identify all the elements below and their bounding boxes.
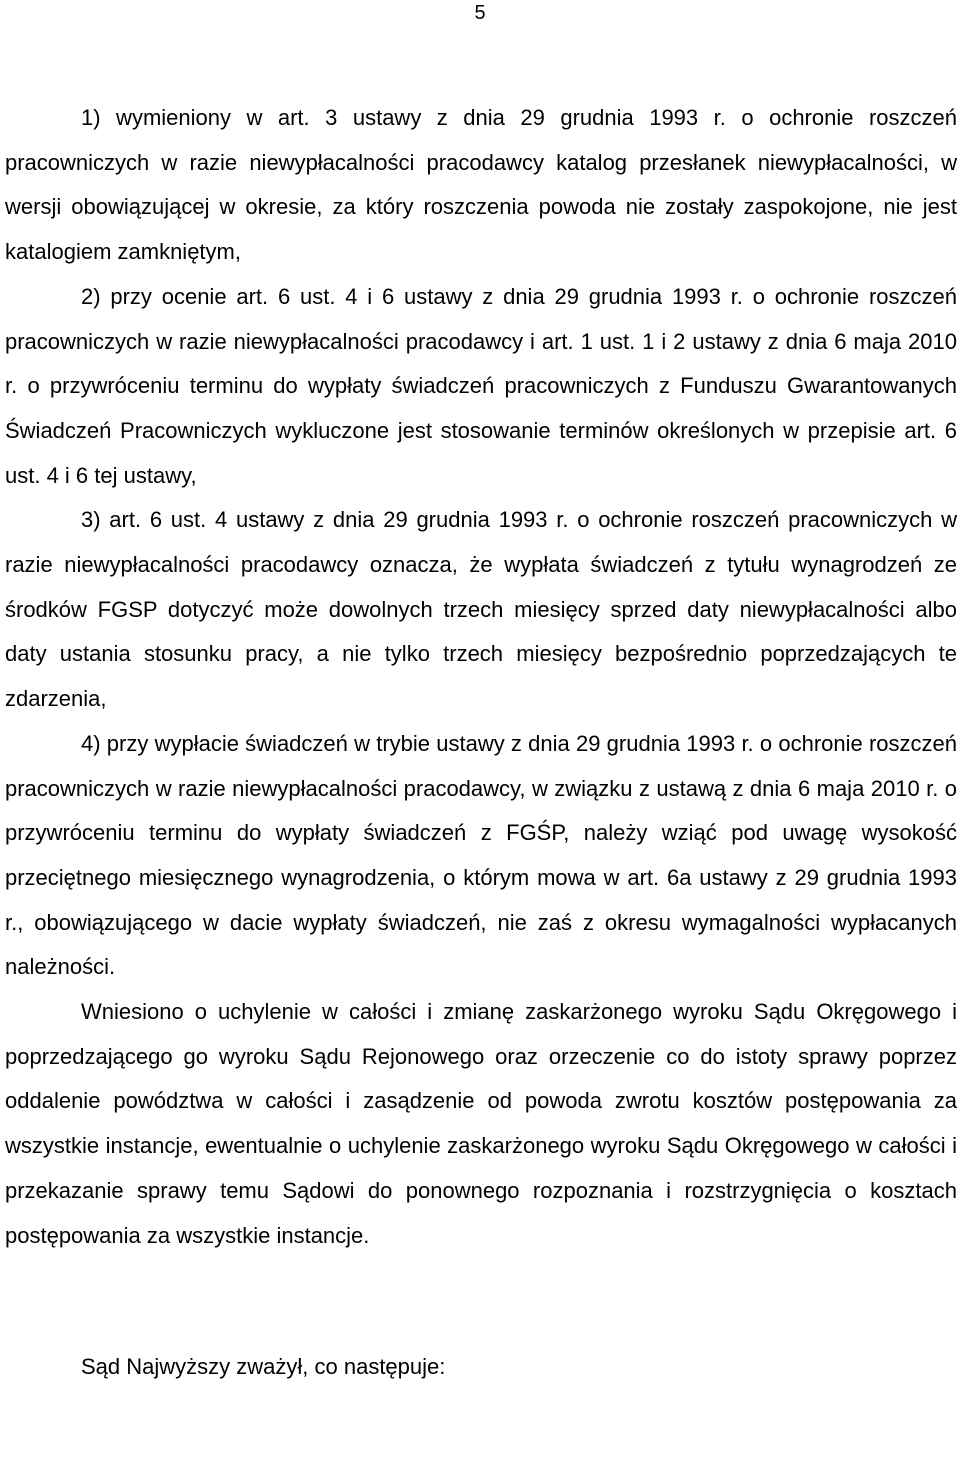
page-number: 5: [474, 2, 486, 24]
document-body: [5, 96, 957, 1390]
point-1-paragraph: 1) wymieniony w art. 3 ustawy z dnia 29 grudnia 1993 r. o ochronie roszczeń pracowniczych w razie niewypłacalności pracodawcy katalog przesłanek niewypłacalności, w wersji obowiązującej w okresie, za który roszczenia powoda nie zostały zaspokojone, nie jest katalogiem zamkniętym,: [5, 105, 957, 265]
motion-paragraph: Wniesiono o uchylenie w całości i zmianę zaskarżonego wyroku Sądu Okręgowego i poprzedzającego go wyroku Sądu Rejonowego oraz orzeczenie co do istoty sprawy poprzez oddalenie powództwa w całości i zasądzenie od powoda zwrotu kosztów postępowania za wszystkie instancje, ewentualnie o uchylenie zaskarżonego wyroku Sądu Okręgowego w całości i przekazanie sprawy temu Sądowi do ponownego rozpoznania i rozstrzygnięcia o kosztach postępowania za wszystkie instancje.: [5, 999, 957, 1248]
point-4-paragraph: 4) przy wypłacie świadczeń w trybie ustawy z dnia 29 grudnia 1993 r. o ochronie roszczeń pracowniczych w razie niewypłacalności pracodawcy, w związku z ustawą z dnia 6 maja 2010 r. o przywróceniu terminu do wypłaty świadczeń z FGŚP, należy wziąć pod uwagę wysokość przeciętnego miesięcznego wynagrodzenia, o którym mowa w art. 6a ustawy z 29 grudnia 1993 r., obowiązującego w dacie wypłaty świadczeń, nie zaś z okresu wymagalności wypłacanych należności.: [5, 730, 957, 980]
point-2-paragraph: 2) przy ocenie art. 6 ust. 4 i 6 ustawy z dnia 29 grudnia 1993 r. o ochronie roszczeń pracowniczych w razie niewypłacalności pracodawcy i art. 1 ust. 1 i 2 ustawy z dnia 6 maja 2010 r. o przywróceniu terminu do wypłaty świadczeń pracowniczych z Funduszu Gwarantowanych Świadczeń Pracowniczych wykluczone jest stosowanie terminów określonych w przepisie art. 6 ust. 4 i 6 tej ustawy,: [5, 283, 957, 488]
court-heading-paragraph: Sąd Najwyższy zważył, co następuje:: [81, 1354, 446, 1380]
point-3-paragraph: 3) art. 6 ust. 4 ustawy z dnia 29 grudnia 1993 r. o ochronie roszczeń pracowniczych w razie niewypłacalności pracodawcy oznacza, że wypłata świadczeń z tytułu wynagrodzeń ze środków FGSP dotyczyć może dowolnych trzech miesięcy sprzed daty niewypłacalności albo daty ustania stosunku pracy, a nie tylko trzech miesięcy bezpośrednio poprzedzających te zdarzenia,: [5, 507, 957, 712]
